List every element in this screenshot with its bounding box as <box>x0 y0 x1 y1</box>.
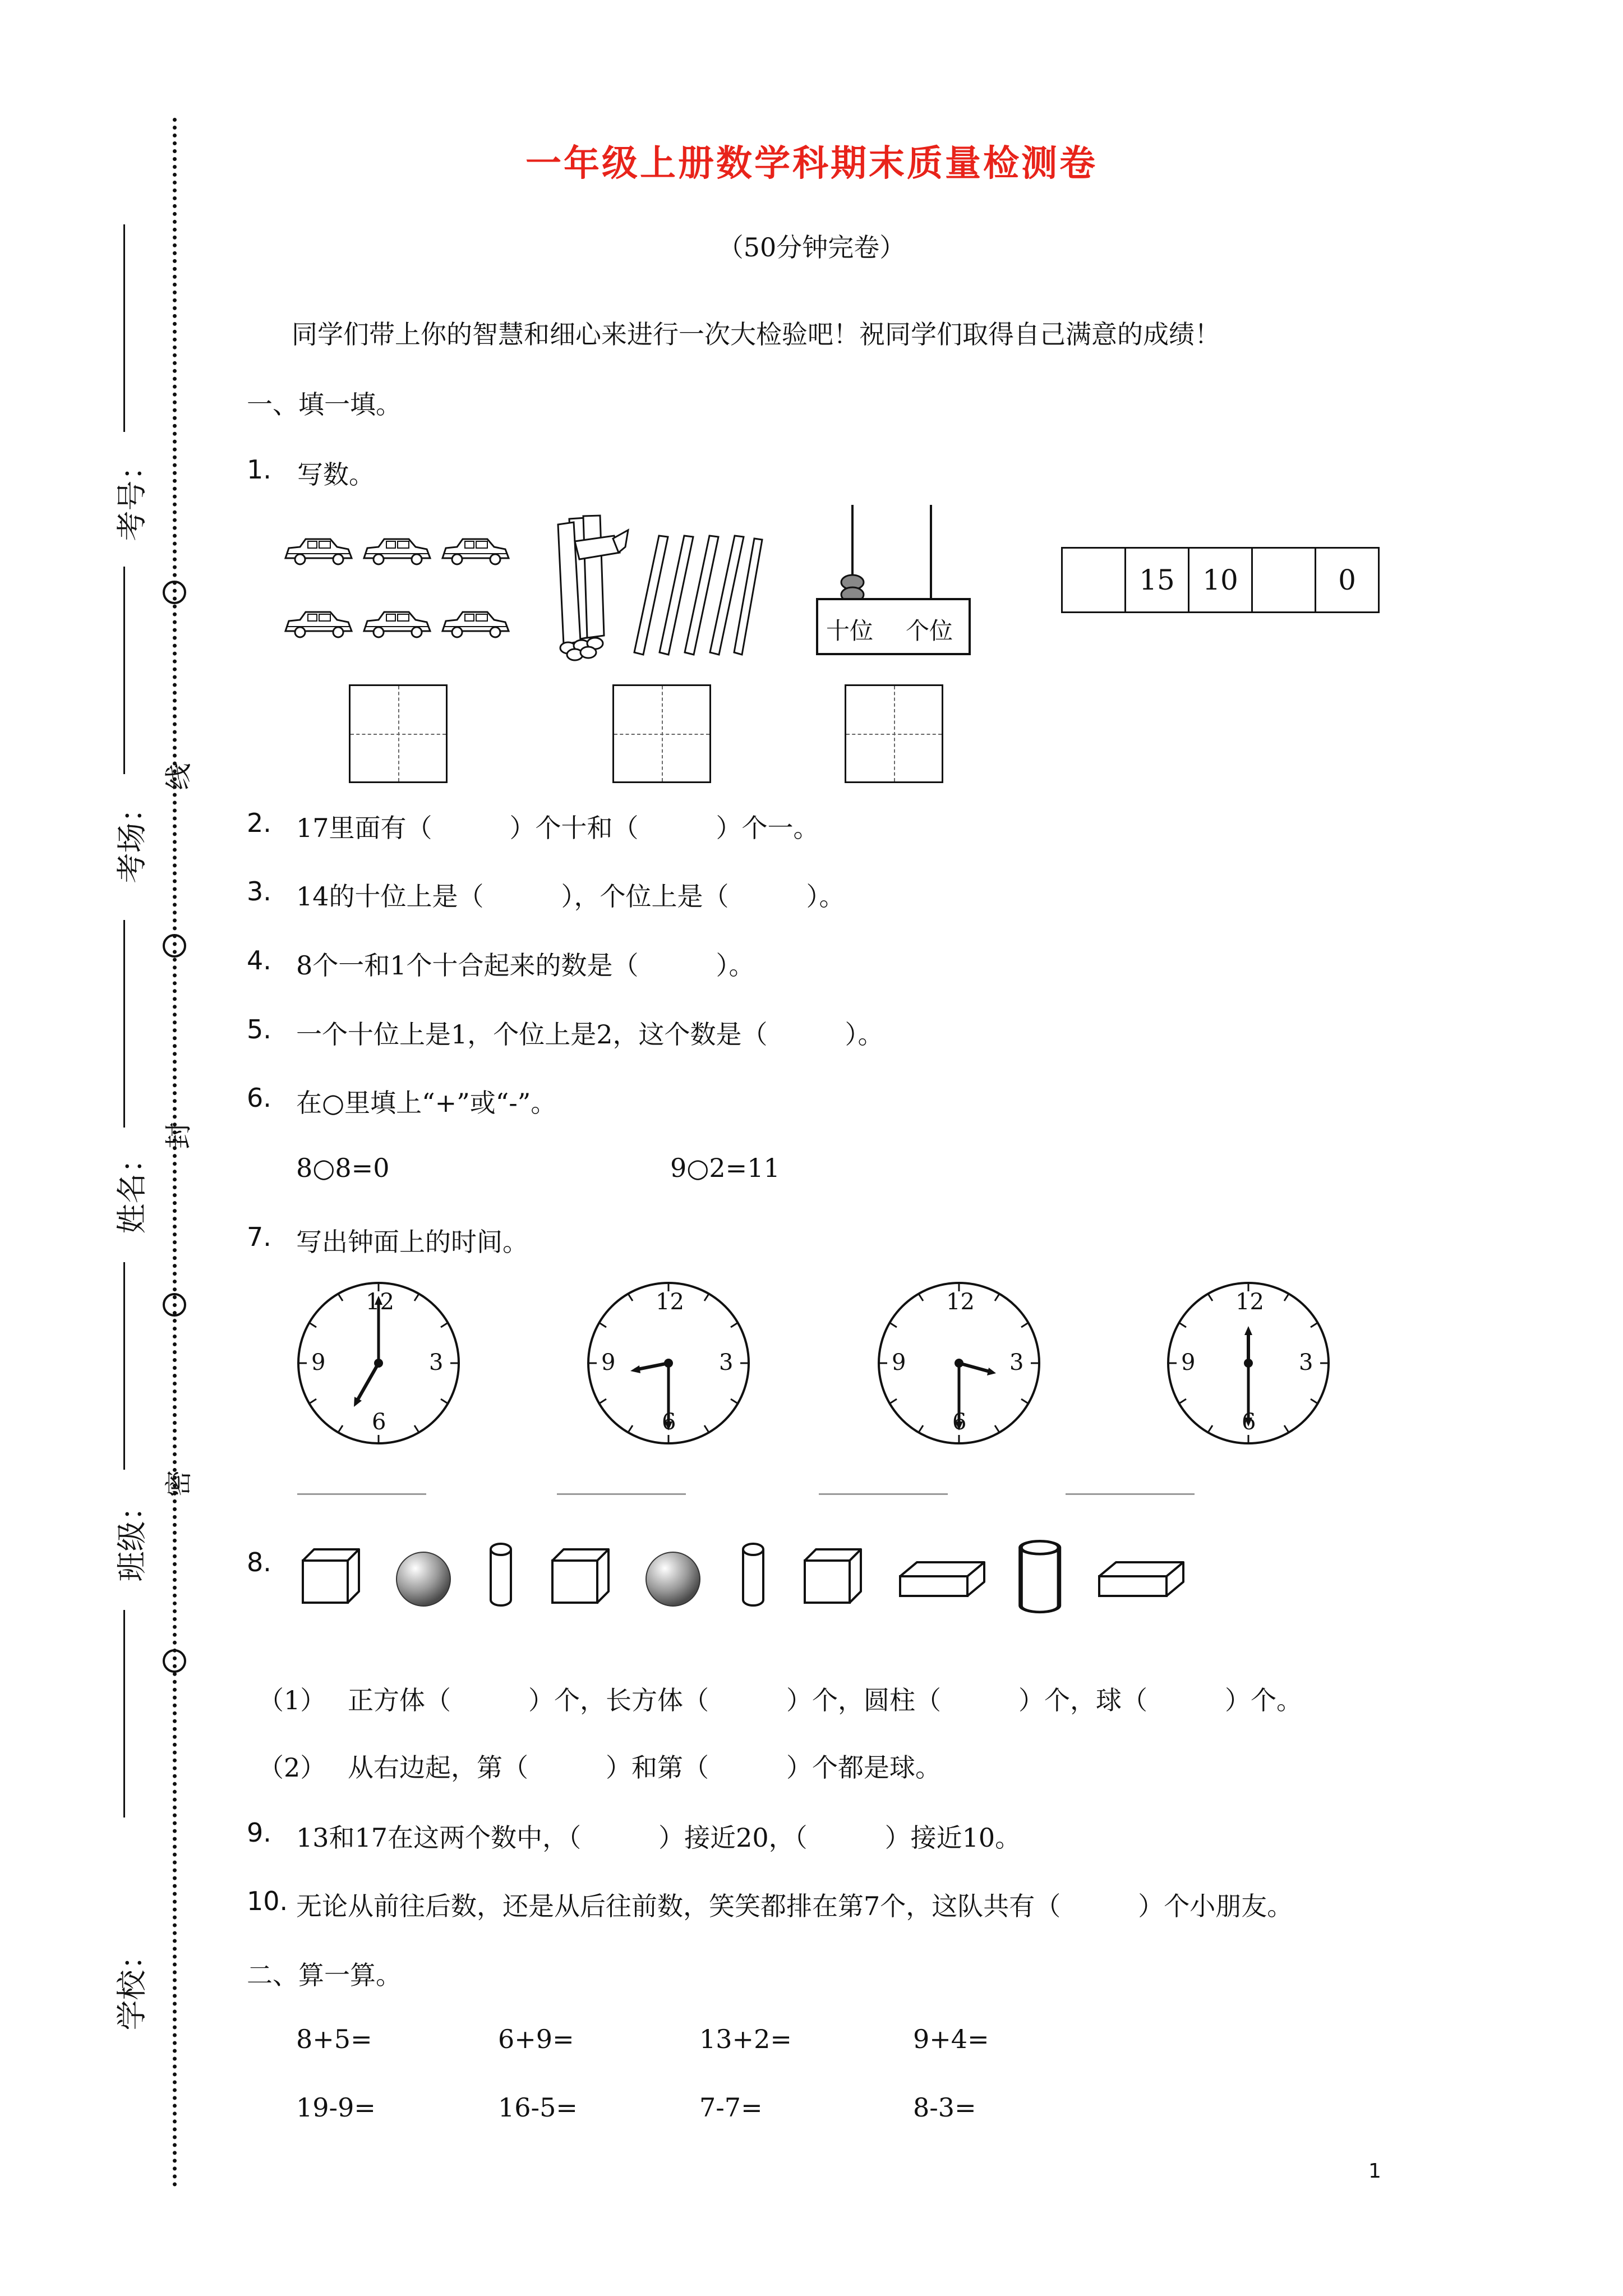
cuboid-icon <box>1099 1562 1183 1596</box>
answer-box-sticks[interactable] <box>612 684 711 783</box>
calc-item: 7-7= <box>699 2092 763 2123</box>
clock-number: 3 <box>719 1350 734 1375</box>
stick-bundle-icon <box>558 516 628 660</box>
cube-icon <box>805 1549 861 1603</box>
page-title: 一年级上册数学科期末质量检测卷 <box>525 142 1098 185</box>
seal-char-xian: 线 <box>163 763 195 790</box>
clock-number: 12 <box>366 1289 394 1315</box>
cylinder-icon <box>1021 1541 1059 1612</box>
q9-text: 13和17在这两个数中，（ ）接近20，（ ）接近10。 <box>296 1823 1021 1853</box>
clock-number: 6 <box>662 1409 676 1435</box>
q2-number: 2. <box>247 808 271 838</box>
calc-item: 9+4= <box>913 2024 989 2054</box>
clock-number: 9 <box>601 1350 616 1375</box>
q2-text: 17里面有（ ）个十和（ ）个一。 <box>296 813 819 843</box>
q8-sub2-number: （2） <box>258 1752 326 1783</box>
q8-sub1-text: 正方体（ ）个，长方体（ ）个，圆柱（ ）个，球（ ）个。 <box>348 1685 1302 1715</box>
sequence-cell[interactable] <box>1251 547 1316 613</box>
cube-icon <box>303 1549 359 1603</box>
cylinder-icon <box>491 1544 511 1605</box>
q5-text: 一个十位上是1，个位上是2，这个数是（ ）。 <box>296 1019 884 1050</box>
side-underline-kaohao <box>123 224 125 432</box>
sequence-cell: 15 <box>1124 547 1189 613</box>
clock-number: 6 <box>1242 1409 1256 1435</box>
q1-number: 1. <box>247 454 271 485</box>
car-icon <box>442 539 509 564</box>
shapes-row <box>297 1537 1195 1621</box>
q6-equation-1: 8○8=0 <box>296 1153 390 1183</box>
binding-ring <box>163 581 186 604</box>
q10-text: 无论从前往后数，还是从后往前数，笑笑都排在第7个，这队共有（ ）个小朋友。 <box>296 1891 1293 1921</box>
car-icon <box>364 612 430 637</box>
q4-text: 8个一和1个十合起来的数是（ ）。 <box>296 950 755 981</box>
clock-answer-line[interactable] <box>297 1493 426 1495</box>
abacus-tens-label: 十位 <box>826 617 874 645</box>
clock-number: 9 <box>892 1350 906 1375</box>
seal-char-feng: 封 <box>163 1122 195 1149</box>
q8-sub2-text: 从右边起，第（ ）和第（ ）个都是球。 <box>348 1752 941 1783</box>
q6-equation-2: 9○2=11 <box>670 1153 780 1183</box>
q6-number: 6. <box>247 1083 271 1113</box>
clock-number: 6 <box>952 1409 967 1435</box>
calc-item: 19-9= <box>296 2092 376 2123</box>
side-underline-banji <box>123 1262 125 1470</box>
q3-number: 3. <box>247 876 271 907</box>
clock-answer-line[interactable] <box>1066 1493 1195 1495</box>
clock-number: 12 <box>946 1289 975 1315</box>
sticks-bundle-illustration <box>552 508 766 670</box>
cylinder-icon <box>743 1544 763 1605</box>
car-icon <box>285 539 352 564</box>
calc-item: 13+2= <box>699 2024 792 2054</box>
clock-number: 3 <box>1299 1350 1313 1375</box>
page-subtitle: （50分钟完卷） <box>717 232 906 263</box>
sequence-cell: 0 <box>1315 547 1380 613</box>
sequence-cell[interactable] <box>1061 547 1126 613</box>
label-xingming: 姓名： <box>114 1143 150 1234</box>
clock-number: 6 <box>372 1409 386 1435</box>
clock-number: 9 <box>311 1350 326 1375</box>
answer-box-cars[interactable] <box>349 684 448 783</box>
q6-text: 在○里填上“+”或“-”。 <box>296 1088 557 1118</box>
clock-answer-line[interactable] <box>819 1493 948 1495</box>
section1-heading: 一、填一填。 <box>247 389 402 420</box>
single-stick-icon <box>634 536 762 655</box>
section2-heading: 二、算一算。 <box>247 1960 402 1990</box>
clock-number: 12 <box>1235 1289 1264 1315</box>
answer-box-abacus[interactable] <box>845 684 943 783</box>
clock-number: 12 <box>656 1289 684 1315</box>
binding-ring <box>163 1649 186 1673</box>
car-icon <box>364 539 430 564</box>
q8-number: 8. <box>247 1547 271 1577</box>
q8-sub1-number: （1） <box>258 1685 326 1715</box>
q3-text: 14的十位上是（ ），个位上是（ ）。 <box>296 881 845 912</box>
car-icon <box>442 612 509 637</box>
binding-ring <box>163 1293 186 1317</box>
clock-4 <box>1164 1279 1332 1447</box>
q4-number: 4. <box>247 945 271 976</box>
clock-number: 3 <box>429 1350 444 1375</box>
q1-text: 写数。 <box>297 459 375 490</box>
side-underline-xingming <box>123 920 125 1128</box>
clock-number: 9 <box>1181 1350 1196 1375</box>
label-xuexiao: 学校： <box>114 1939 150 2031</box>
page-number: 1 <box>1368 2160 1381 2183</box>
number-sequence-boxes <box>1063 547 1380 613</box>
binding-ring <box>163 934 186 958</box>
abacus <box>816 505 973 656</box>
label-kaochang: 考场： <box>114 792 150 884</box>
q9-number: 9. <box>247 1818 271 1848</box>
cube-icon <box>552 1549 608 1603</box>
side-underline-kaochang <box>123 567 125 774</box>
sphere-icon <box>646 1552 700 1606</box>
abacus-ones-label: 个位 <box>906 617 953 645</box>
clock-3 <box>875 1279 1043 1447</box>
q5-number: 5. <box>247 1014 271 1045</box>
clock-2 <box>584 1279 753 1447</box>
q7-number: 7. <box>247 1222 271 1252</box>
label-banji: 班级： <box>114 1490 150 1582</box>
sequence-cell: 10 <box>1188 547 1253 613</box>
intro-text: 同学们带上你的智慧和细心来进行一次大检验吧！祝同学们取得自己满意的成绩！ <box>292 319 1220 349</box>
calc-item: 6+9= <box>498 2024 574 2054</box>
seal-char-mi: 密 <box>163 1470 195 1497</box>
clock-1 <box>294 1279 463 1447</box>
calc-item: 16-5= <box>498 2092 578 2123</box>
cuboid-icon <box>900 1562 984 1596</box>
clock-answer-line[interactable] <box>557 1493 686 1495</box>
binding-dotted-line <box>173 118 177 2188</box>
sphere-icon <box>396 1552 450 1606</box>
label-kaohao: 考号： <box>114 450 150 541</box>
cars-illustration <box>280 524 516 654</box>
side-underline-xuexiao <box>123 1610 125 1818</box>
calc-item: 8+5= <box>296 2024 372 2054</box>
clock-number: 3 <box>1009 1350 1024 1375</box>
car-icon <box>285 612 352 637</box>
q7-text: 写出钟面上的时间。 <box>296 1227 528 1257</box>
calc-item: 8-3= <box>913 2092 976 2123</box>
q10-number: 10. <box>247 1886 288 1916</box>
